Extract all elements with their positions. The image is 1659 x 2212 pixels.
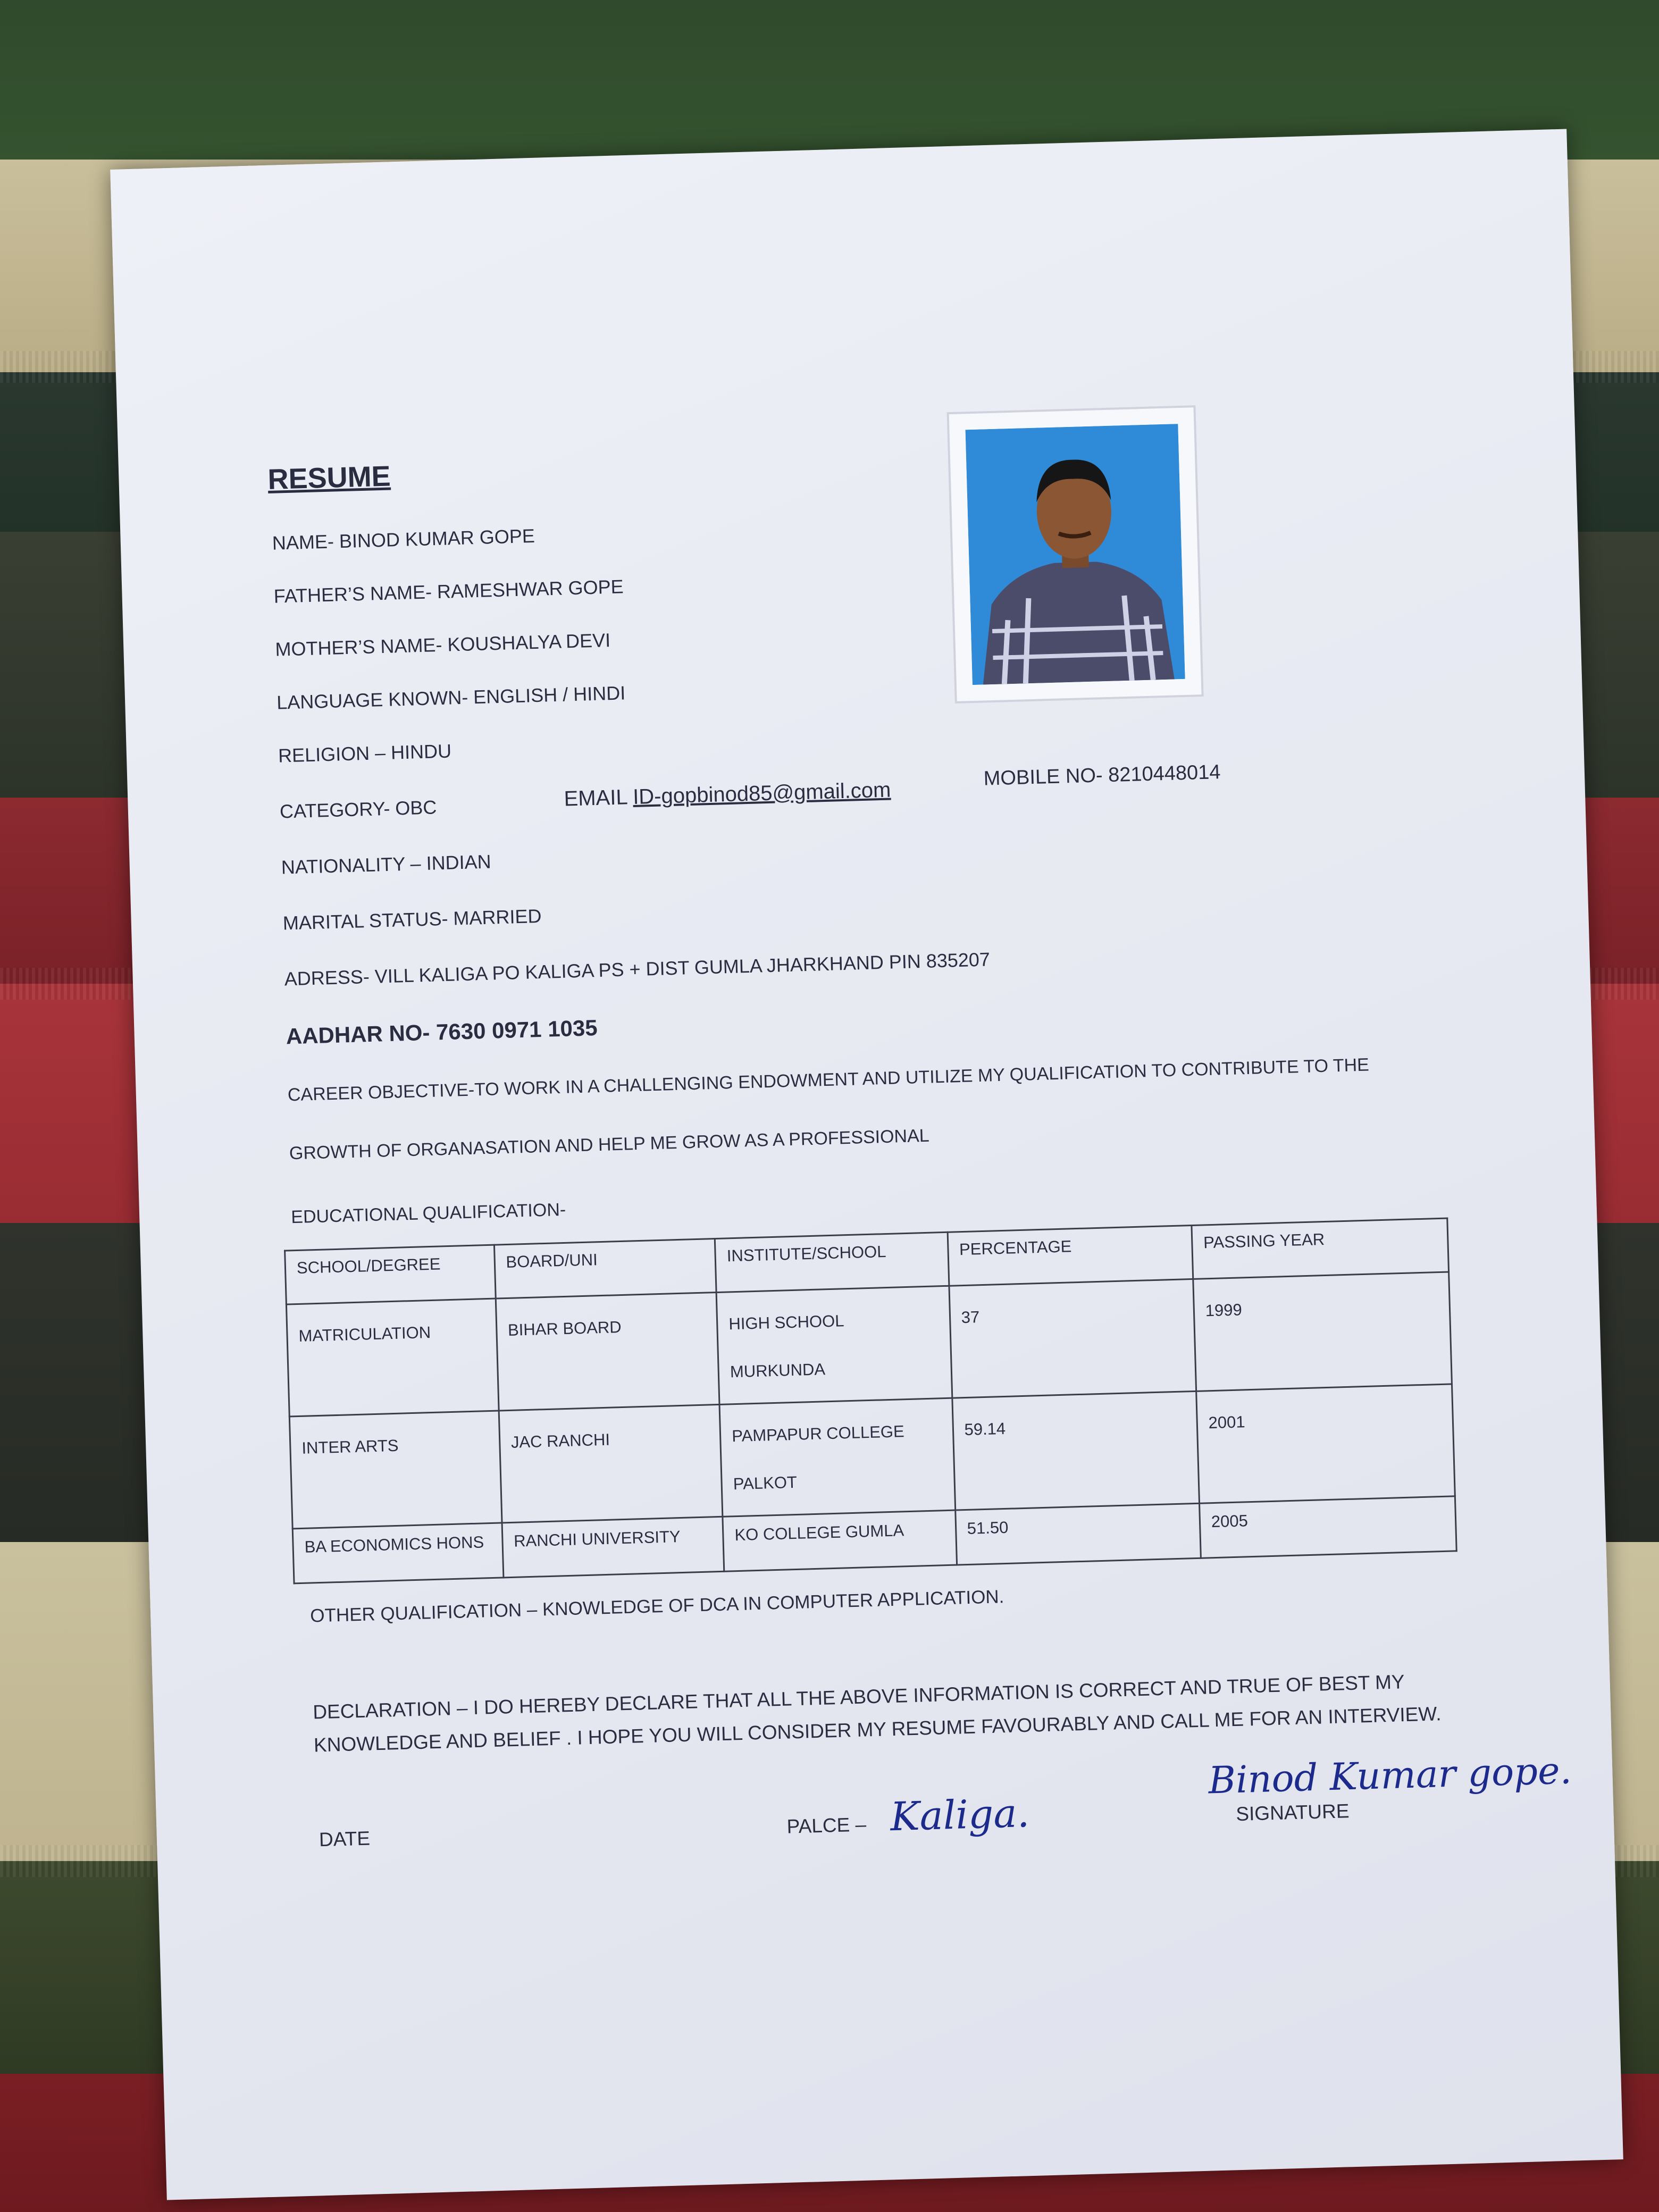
table-cell: KO COLLEGE GUMLA bbox=[723, 1510, 957, 1571]
person-photo-icon bbox=[965, 424, 1185, 685]
mobile-number: MOBILE NO- 8210448014 bbox=[983, 761, 1221, 790]
column-header: PASSING YEAR bbox=[1192, 1218, 1449, 1279]
declaration: DECLARATION – I DO HEREBY DECLARE THAT ALL THE ABOVE INFORMATION IS CORRECT AND TRUE OF BEST MY KNOWLEDGE AND BELIEF . I HOPE YOU WILL CONSIDER MY RESUME FAVOURABLY AND CALL ME FOR AN INTERVIEW. bbox=[312, 1671, 1442, 1756]
email-line bbox=[564, 778, 891, 811]
handwritten-signature: Binod Kumar gope. bbox=[1208, 1748, 1572, 1803]
column-header: INSTITUTE/SCHOOL bbox=[715, 1232, 949, 1292]
place-label: PALCE – bbox=[786, 1813, 867, 1838]
education-table bbox=[284, 1218, 1457, 1585]
signature-label: SIGNATURE bbox=[1235, 1800, 1350, 1825]
nationality-field: NATIONALITY – INDIAN bbox=[281, 850, 492, 878]
table-cell: BIHAR BOARD bbox=[496, 1292, 719, 1411]
education-heading: EDUCATIONAL QUALIFICATION- bbox=[290, 1199, 566, 1228]
email-address: ID-gopbinod85@gmail.com bbox=[632, 778, 891, 809]
place-handwritten: Kaliga. bbox=[890, 1790, 1030, 1840]
table-cell: 37 bbox=[949, 1279, 1196, 1398]
mother-name-field: MOTHER’S NAME- KOUSHALYA DEVI bbox=[274, 629, 611, 660]
date-label: DATE bbox=[319, 1827, 371, 1851]
table-cell: 2001 bbox=[1196, 1384, 1455, 1503]
resume-title: RESUME bbox=[267, 460, 391, 496]
table-cell: MATRICULATION bbox=[286, 1298, 498, 1417]
table-cell: BA ECONOMICS HONS bbox=[292, 1523, 503, 1583]
language-field: LANGUAGE KNOWN- ENGLISH / HINDI bbox=[276, 682, 626, 714]
passport-photo bbox=[947, 405, 1204, 703]
marital-status-field: MARITAL STATUS- MARRIED bbox=[282, 904, 542, 934]
religion-field: RELIGION – HINDU bbox=[278, 740, 452, 767]
table-cell: HIGH SCHOOL MURKUNDA bbox=[716, 1286, 952, 1404]
table-cell: 2005 bbox=[1199, 1496, 1456, 1558]
table-cell: 59.14 bbox=[952, 1391, 1199, 1510]
category-field: CATEGORY- OBC bbox=[279, 796, 437, 823]
email-label: EMAIL bbox=[563, 785, 633, 811]
table-cell: PAMPAPUR COLLEGE PALKOT bbox=[719, 1398, 955, 1516]
table-cell: 51.50 bbox=[955, 1503, 1201, 1565]
table-cell: INTER ARTS bbox=[289, 1411, 501, 1529]
table-cell: RANCHI UNIVERSITY bbox=[502, 1516, 724, 1578]
name-field: NAME- BINOD KUMAR GOPE bbox=[272, 524, 535, 554]
other-qualification: OTHER QUALIFICATION – KNOWLEDGE OF DCA IN COMPUTER APPLICATION. bbox=[309, 1586, 1004, 1627]
table-cell: JAC RANCHI bbox=[499, 1404, 723, 1523]
aadhar-field: AADHAR NO- 7630 0971 1035 bbox=[286, 1015, 598, 1049]
career-objective-line2: GROWTH OF ORGANASATION AND HELP ME GROW AS A PROFESSIONAL bbox=[289, 1125, 930, 1164]
table-cell: 1999 bbox=[1193, 1272, 1452, 1391]
column-header: SCHOOL/DEGREE bbox=[285, 1245, 496, 1304]
career-objective-line1: CAREER OBJECTIVE-TO WORK IN A CHALLENGING ENDOWMENT AND UTILIZE MY QUALIFICATION TO CONTRIBUTE TO THE bbox=[287, 1054, 1370, 1105]
father-name-field: FATHER’S NAME- RAMESHWAR GOPE bbox=[273, 575, 624, 607]
address-field: ADRESS- VILL KALIGA PO KALIGA PS + DIST GUMLA JHARKHAND PIN 835207 bbox=[284, 948, 991, 990]
resume-paper bbox=[110, 129, 1623, 2200]
column-header: BOARD/UNI bbox=[494, 1239, 716, 1299]
column-header: PERCENTAGE bbox=[948, 1225, 1193, 1286]
